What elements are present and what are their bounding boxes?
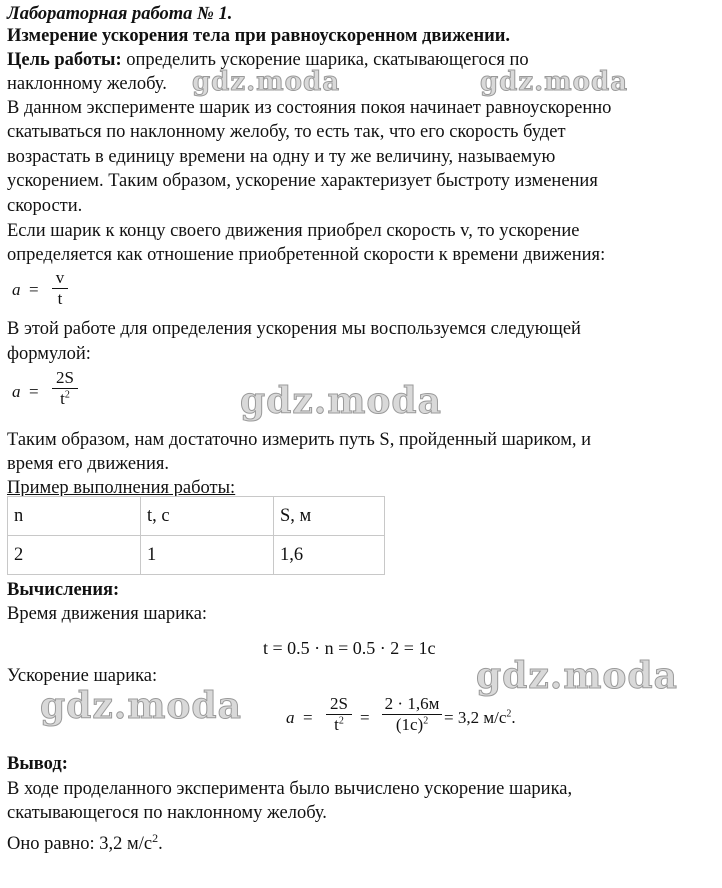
watermark: gdz.moda bbox=[476, 655, 678, 697]
page-title: Лабораторная работа № 1. bbox=[7, 4, 233, 24]
table-row bbox=[8, 536, 385, 575]
watermark: gdz.moda bbox=[240, 380, 442, 422]
paragraph-1-line-4: ускорением. Таким образом, ускорение характеризует быстроту изменения bbox=[7, 171, 598, 191]
paragraph-1-line-2: скатываться по наклонному желобу, то есть так, что его скорость будет bbox=[7, 122, 566, 142]
formula2-eq: = bbox=[29, 382, 39, 401]
formula3-eq1: = bbox=[303, 708, 313, 727]
table-header-cell: n bbox=[8, 497, 141, 536]
formula-acceleration-calculation bbox=[286, 692, 546, 752]
conclusion-line-2: скатывающегося по наклонному желобу. bbox=[7, 803, 327, 823]
accel-label: Ускорение шарика: bbox=[7, 666, 158, 686]
answer-exp: 2 bbox=[152, 831, 159, 845]
answer-prefix: Оно равно: 3,2 м/с bbox=[7, 834, 153, 855]
formula3-numerator1: 2S bbox=[330, 694, 348, 713]
time-label: Время движения шарика: bbox=[7, 604, 208, 624]
formula1-denominator: t bbox=[52, 288, 68, 309]
watermark: gdz.moda bbox=[192, 67, 341, 97]
paragraph-4-line-2: время его движения. bbox=[7, 454, 169, 474]
formula-acceleration-definition bbox=[12, 268, 82, 316]
answer-line bbox=[7, 826, 163, 856]
formula1-lhs: a bbox=[12, 280, 21, 299]
paragraph-1-line-5: скорости. bbox=[7, 196, 83, 216]
goal-text-1: определить ускорение шарика, скатывающегося по bbox=[121, 50, 529, 70]
page-subtitle: Измерение ускорения тела при равноускоренном движении. bbox=[7, 26, 511, 46]
formula3-numerator2: 2 · 1,6м bbox=[384, 694, 440, 713]
watermark: gdz.moda bbox=[480, 67, 629, 97]
formula2-numerator: 2S bbox=[56, 368, 74, 387]
goal-text-2: наклонному желобу. bbox=[7, 74, 167, 94]
formula3-fraction1 bbox=[326, 694, 352, 735]
table-cell: 1,6 bbox=[274, 536, 385, 575]
formula1-eq: = bbox=[29, 280, 39, 299]
formula3-denominator2 bbox=[382, 714, 442, 735]
formula3-eq2: = bbox=[360, 708, 370, 727]
formula1-fraction bbox=[52, 268, 68, 309]
formula3-den1-base: t bbox=[334, 715, 339, 734]
calc-heading: Вычисления: bbox=[7, 580, 120, 600]
formula2-lhs: a bbox=[12, 382, 21, 401]
formula2-den-base: t bbox=[60, 389, 65, 408]
formula1-numerator: v bbox=[55, 268, 65, 287]
formula3-result bbox=[444, 708, 516, 728]
paragraph-3-line-2: формулой: bbox=[7, 344, 91, 364]
table-header-cell: t, с bbox=[141, 497, 274, 536]
conclusion-heading: Вывод: bbox=[7, 754, 68, 774]
watermark: gdz.moda bbox=[40, 685, 242, 727]
paragraph-2-line-1: Если шарик к концу своего движения приобрел скорость v, то ускорение bbox=[7, 221, 580, 241]
conclusion-line-1: В ходе проделанного эксперимента было вычислено ускорение шарика, bbox=[7, 779, 573, 799]
formula3-den1-exp: 2 bbox=[338, 715, 344, 727]
paragraph-3-line-1: В этой работе для определения ускорения мы воспользуемся следующей bbox=[7, 319, 581, 339]
formula3-lhs: a bbox=[286, 708, 295, 727]
formula3-den2-exp: 2 bbox=[423, 715, 429, 727]
table-header-cell: S, м bbox=[274, 497, 385, 536]
example-heading: Пример выполнения работы: bbox=[7, 478, 236, 498]
paragraph-4-line-1: Таким образом, нам достаточно измерить путь S, пройденный шариком, и bbox=[7, 430, 592, 450]
time-formula: t = 0.5 · n = 0.5 · 2 = 1с bbox=[263, 638, 436, 658]
table-header-row bbox=[8, 497, 385, 536]
goal-label: Цель работы: bbox=[7, 50, 122, 70]
data-table bbox=[7, 496, 385, 575]
formula3-result-base: = 3,2 м/с bbox=[444, 708, 507, 727]
paragraph-2-line-2: определяется как отношение приобретенной скорости к времени движения: bbox=[7, 245, 606, 265]
table-cell: 1 bbox=[141, 536, 274, 575]
formula2-den-exp: 2 bbox=[64, 389, 70, 401]
formula3-den2-base: (1с) bbox=[395, 715, 424, 734]
formula3-denominator1 bbox=[326, 714, 352, 735]
formula3-result-tail: . bbox=[511, 708, 516, 727]
table-cell: 2 bbox=[8, 536, 141, 575]
formula3-result-exp: 2 bbox=[506, 708, 512, 720]
paragraph-1-line-1: В данном эксперименте шарик из состояния покоя начинает равноускоренно bbox=[7, 98, 612, 118]
formula2-fraction bbox=[52, 368, 78, 409]
formula3-fraction2 bbox=[382, 694, 442, 735]
paragraph-1-line-3: возрастать в единицу времени на одну и ту же величину, называемую bbox=[7, 147, 556, 167]
formula2-denominator bbox=[52, 388, 78, 409]
formula-acceleration-path bbox=[12, 368, 92, 422]
answer-suffix: . bbox=[158, 834, 163, 855]
